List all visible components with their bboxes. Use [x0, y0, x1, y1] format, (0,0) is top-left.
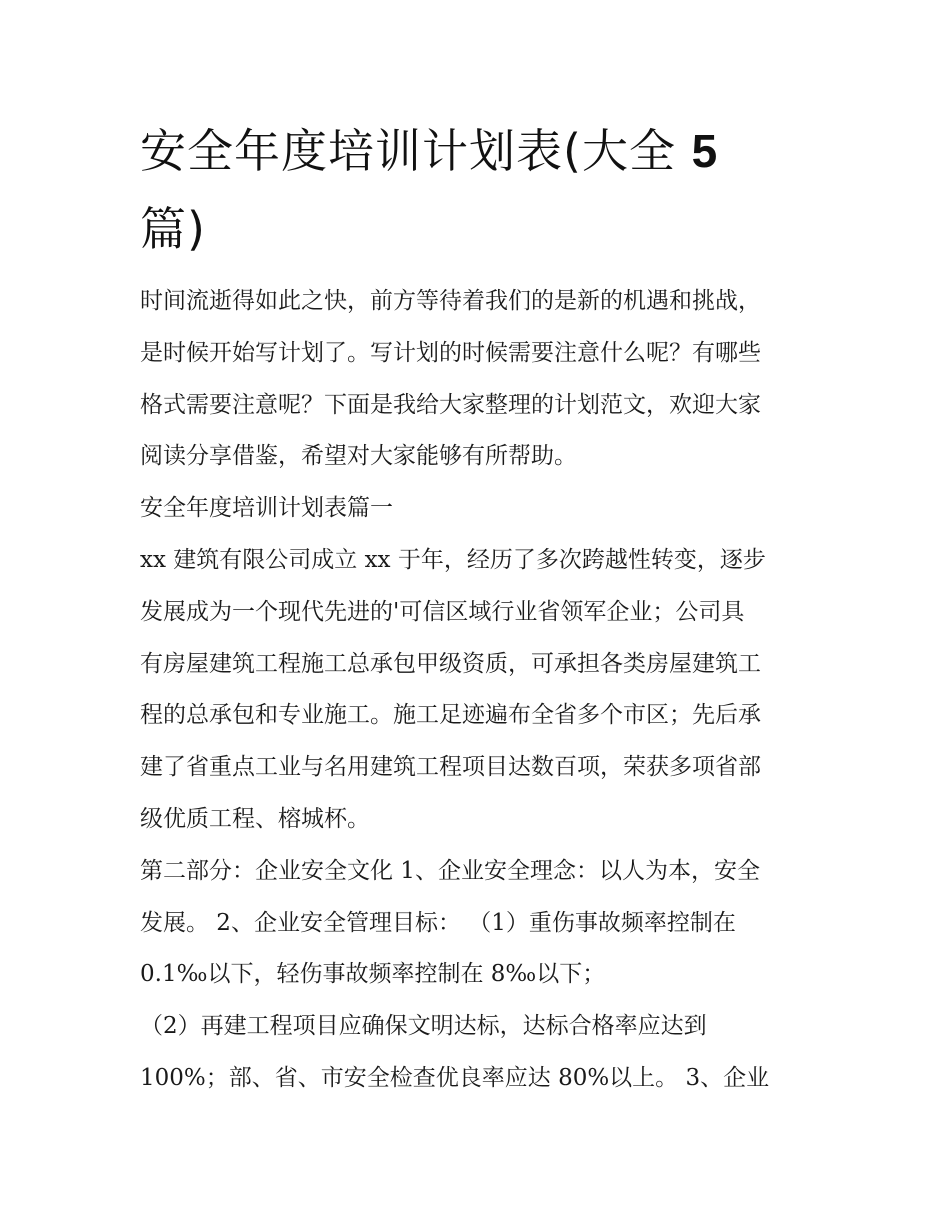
project-target-paragraph [140, 1001, 816, 1105]
text-line: 时间流逝得如此之快，前方等待着我们的是新的机遇和挑战， [140, 288, 761, 314]
document-title [140, 112, 820, 268]
text-line: 100%；部、省、市安全检查优良率应达 80%以上。 3、企业 [140, 1064, 770, 1091]
title-number: 5 [691, 125, 719, 177]
text-line: 第二部分：企业安全文化 1、企业安全理念：以人为本，安全 [140, 857, 760, 884]
title-line-2: 篇) [140, 202, 206, 256]
text-line: 格式需要注意呢？下面是我给大家整理的计划范文，欢迎大家 [140, 391, 761, 418]
text-line: 建了省重点工业与名用建筑工程项目达数百项，荣获多项省部 [140, 754, 761, 781]
text-line: 阅读分享借鉴，希望对大家能够有所帮助。 [140, 443, 577, 470]
text-line: xx 建筑有限公司成立 xx 于年，经历了多次跨越性转变，逐步 [140, 546, 766, 573]
text-line: 程的总承包和专业施工。施工足迹遍布全省多个市区；先后承 [140, 702, 761, 729]
text-line: 安全年度培训计划表篇一 [140, 495, 393, 522]
title-line-1: 安全年度培训计划表(大全 5 [140, 124, 719, 178]
text-line: 是时候开始写计划了。写计划的时候需要注意什么呢？有哪些 [140, 339, 761, 366]
text-line: 有房屋建筑工程施工总承包甲级资质，可承担各类房屋建筑工 [140, 650, 761, 677]
text-line: 发展成为一个现代先进的'可信区域行业省领军企业；公司具 [140, 598, 745, 625]
company-paragraph [140, 535, 816, 846]
intro-paragraph [140, 276, 816, 483]
text-line: （2）再建工程项目应确保文明达标，达标合格率应达到 [140, 1013, 707, 1040]
document-body [140, 276, 816, 1105]
text-line: 级优质工程、榕城杯。 [140, 805, 370, 832]
safety-culture-paragraph [140, 846, 816, 1001]
text-line: 0.1‰以下，轻伤事故频率控制在 8‰以下； [140, 961, 606, 988]
section-heading [140, 483, 816, 535]
text-line: 发展。 2、企业安全管理目标： （1）重伤事故频率控制在 [140, 909, 736, 936]
